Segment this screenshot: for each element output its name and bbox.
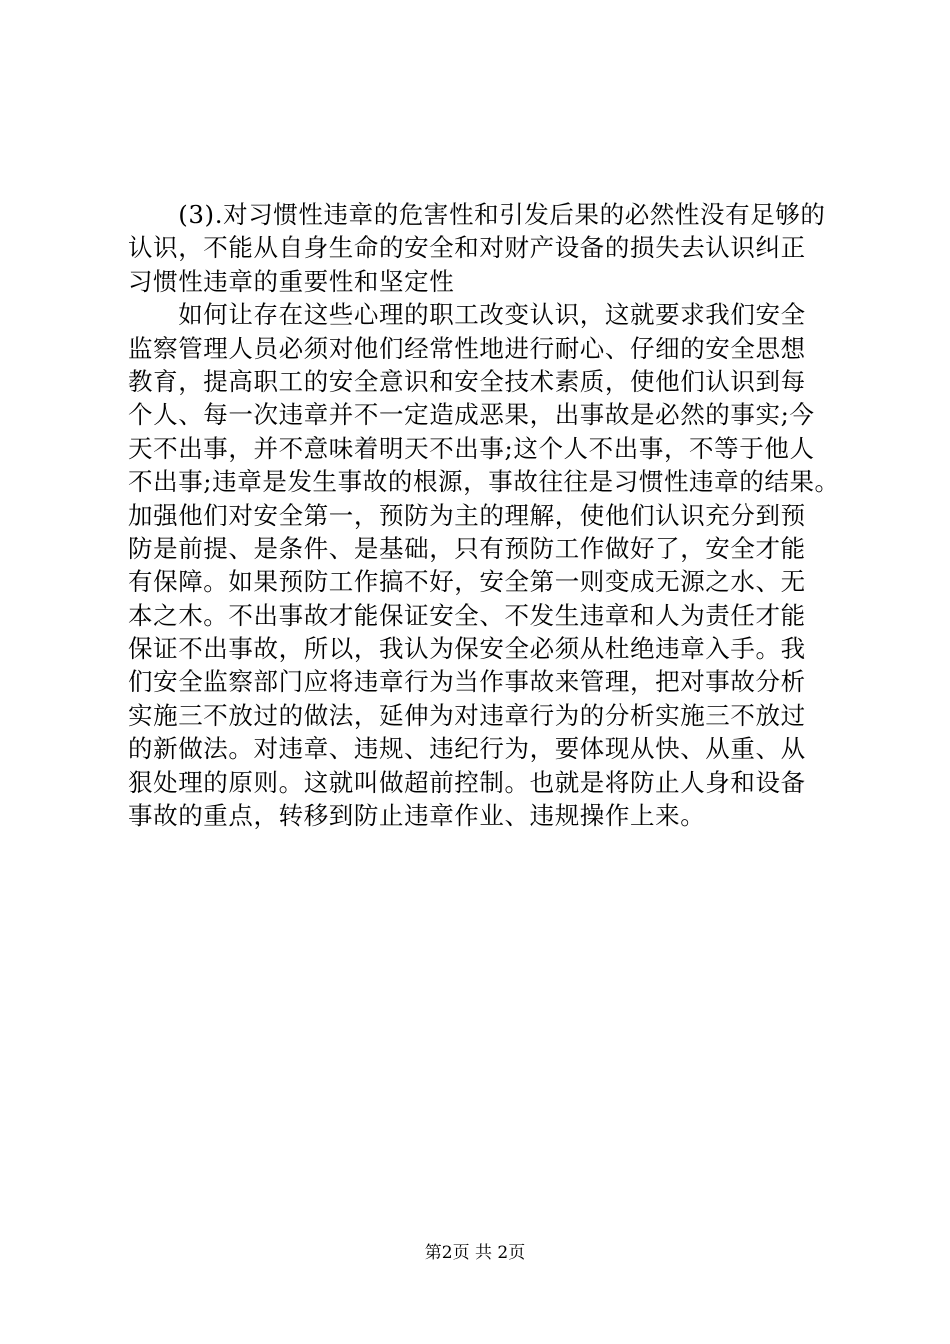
text-line: 的新做法。对违章、违规、违纪行为，要体现从快、从重、从 — [128, 734, 806, 764]
text-line: 们安全监察部门应将违章行为当作事故来管理，把对事故分析 — [128, 667, 806, 697]
text-line: 习惯性违章的重要性和坚定性 — [128, 266, 455, 296]
text-line: 狠处理的原则。这就叫做超前控制。也就是将防止人身和设备 — [128, 767, 806, 797]
text-line: 本之木。不出事故才能保证安全、不发生违章和人为责任才能 — [128, 600, 806, 630]
text-line: 加强他们对安全第一，预防为主的理解，使他们认识充分到预 — [128, 500, 806, 530]
text-line: 实施三不放过的做法，延伸为对违章行为的分析实施三不放过 — [128, 700, 806, 730]
page-number-label: 第2页 共 2页 — [424, 1243, 526, 1263]
text-line: (3).对习惯性违章的危害性和引发后果的必然性没有足够的 — [128, 200, 826, 229]
text-line: 天不出事，并不意味着明天不出事;这个人不出事，不等于他人 — [128, 433, 815, 463]
text-line: 个人、每一次违章并不一定造成恶果，出事故是必然的事实;今 — [128, 400, 815, 430]
body-text — [128, 198, 848, 832]
text-line: 防是前提、是条件、是基础，只有预防工作做好了，安全才能 — [128, 533, 806, 563]
text-line: 认识，不能从自身生命的安全和对财产设备的损失去认识纠正 — [128, 233, 806, 263]
text-line: 如何让存在这些心理的职工改变认识，这就要求我们安全 — [128, 300, 806, 330]
text-line: 保证不出事故，所以，我认为保安全必须从杜绝违章入手。我 — [128, 634, 806, 664]
page-footer — [0, 1242, 950, 1264]
text-line: 监察管理人员必须对他们经常性地进行耐心、仔细的安全思想 — [128, 333, 806, 363]
text-line: 有保障。如果预防工作搞不好，安全第一则变成无源之水、无 — [128, 567, 806, 597]
text-line: 教育，提高职工的安全意识和安全技术素质，使他们认识到每 — [128, 366, 806, 396]
text-line: 事故的重点，转移到防止违章作业、违规操作上来。 — [128, 801, 706, 831]
text-line: 不出事;违章是发生事故的根源，事故往往是习惯性违章的结果。 — [128, 467, 840, 497]
